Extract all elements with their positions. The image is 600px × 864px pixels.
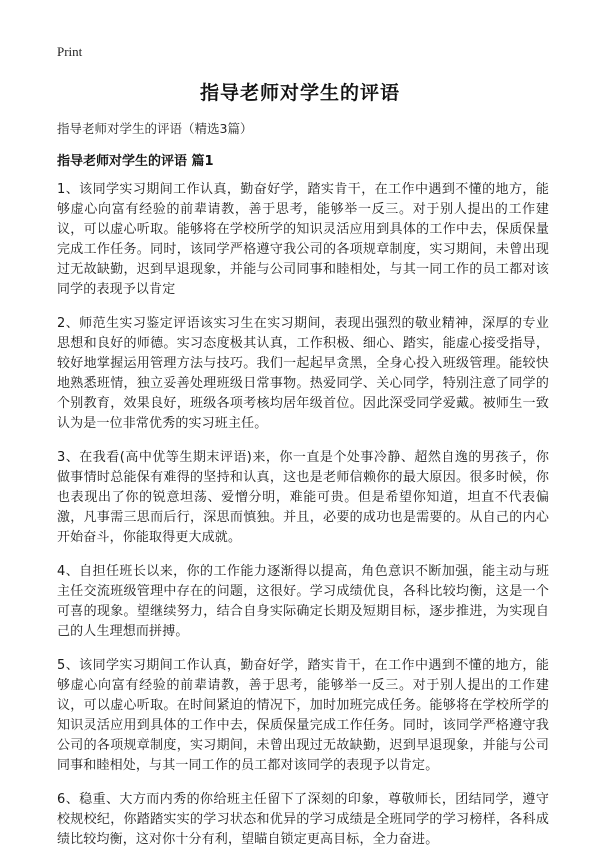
- paragraph-1: 1、该同学实习期间工作认真，勤奋好学，踏实肯干，在工作中遇到不懂的地方，能够虚心向富有经验的前辈请教，善于思考，能够举一反三。对于别人提出的工作建议，可以虚心听取。能够将在学校所学的知识灵活应用到具体的工作中去，保质保量完成工作任务。同时，该同学严格遵守我公司的各项规章制度，实习期间，未曾出现过无故缺勤，迟到早退现象，并能与公司同事和睦相处，与其一同工作的员工都对该同学的表现予以肯定: [57, 182, 549, 297]
- paragraph-3: 3、在我看(高中优等生期末评语)来，你一直是个处事冷静、超然自逸的男孩子，你做事情时总能保有难得的坚持和认真，这也是老师信赖你的最大原因。很多时候，你也表现出了你的锐意坦荡、爱憎分明，难能可贵。但是希望你知道，坦直不代表偏激，凡事需三思而后行，深思而慎独。并且，必要的成功也是需要的。从自己的内心开始奋斗，你能取得更大成就。: [57, 450, 549, 545]
- print-link[interactable]: Print: [57, 44, 83, 59]
- paragraph-5: 5、该同学实习期间工作认真，勤奋好学，踏实肯干，在工作中遇到不懂的地方，能够虚心向富有经验的前辈请教，善于思考，能够举一反三。对于别人提出的工作建议，可以虚心听取。在时间紧迫的情况下，加时加班完成任务。能够将在学校所学的知识灵活应用到具体的工作中去，保质保量完成工作任务。同时，该同学严格遵守我公司的各项规章制度，实习期间，未曾出现过无故缺勤，迟到早退现象，并能与公司同事和睦相处，与其一同工作的员工都对该同学的表现予以肯定。: [57, 658, 549, 773]
- section-heading: 指导老师对学生的评语 篇1: [57, 154, 214, 169]
- paragraph-4: 4、自担任班长以来，你的工作能力逐渐得以提高，角色意识不断加强，能主动与班主任交流班级管理中存在的问题，这很好。学习成绩优良，各科比较均衡，这是一个可喜的现象。望继续努力，结合自身实际确定长期及短期目标，逐步推进，为实现自己的人生理想而拼搏。: [57, 564, 549, 639]
- document-subtitle: 指导老师对学生的评语（精选3篇）: [57, 121, 253, 136]
- document-body: [57, 180, 549, 864]
- page-title: 指导老师对学生的评语: [199, 82, 400, 104]
- paragraph-6: 6、稳重、大方而内秀的你给班主任留下了深刻的印象，尊敬师长，团结同学，遵守校规校纪，你踏踏实实的学习状态和优异的学习成绩是全班同学的学习榜样，各科成绩比较均衡，这对你十分有利，望瞄自锁定更高目标，全力奋进。: [57, 792, 549, 847]
- paragraph-2: 2、师范生实习鉴定评语该实习生在实习期间，表现出强烈的敬业精神，深厚的专业思想和良好的师德。实习态度极其认真，工作积极、细心、踏实，能虚心接受指导，较好地掌握运用管理方法与技巧。我们一起起早贪黑，全身心投入班级管理。能较快地熟悉班情，独立妥善处理班级日常事物。热爱同学、关心同学，特别注意了同学的个别教育，效果良好，班级各项考核均居年级首位。因此深受同学爱戴。被师生一致认为是一位非常优秀的实习班主任。: [57, 316, 549, 431]
